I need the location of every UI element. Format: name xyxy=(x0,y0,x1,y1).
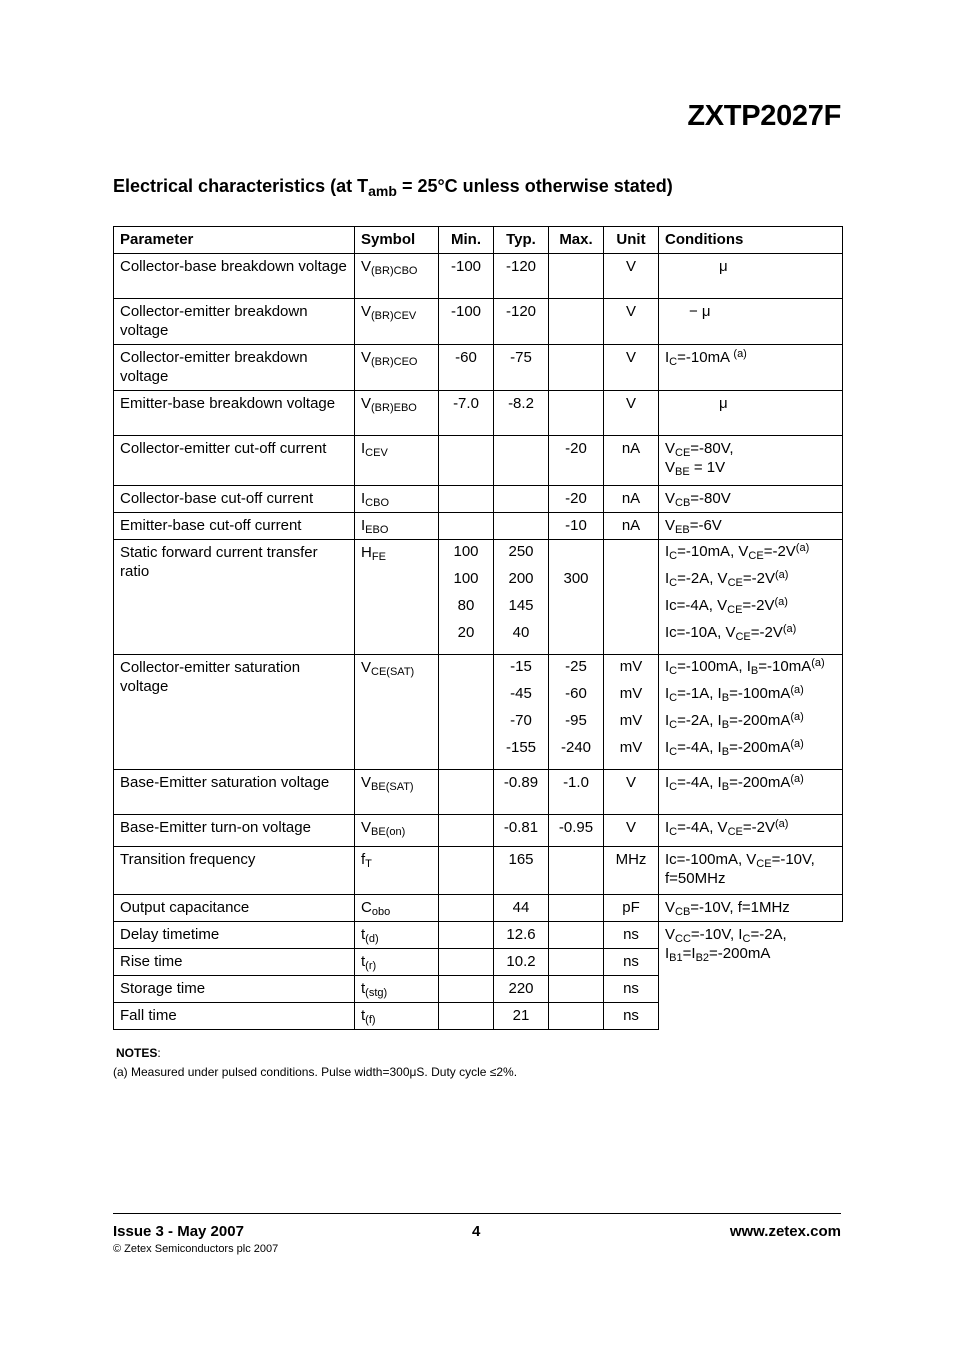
row-min: -60 xyxy=(439,345,494,391)
row-typ: 21 xyxy=(494,1003,549,1030)
table-row xyxy=(114,847,843,895)
table-row xyxy=(114,513,843,540)
row-unit: MHz xyxy=(604,847,659,895)
note-a: (a) Measured under pulsed conditions. Pulse width=300μS. Duty cycle ≤2%. xyxy=(113,1065,518,1079)
row-typ: 250 200 145 40 xyxy=(494,540,549,655)
row-conditions: μ xyxy=(659,391,843,436)
row-max xyxy=(549,1003,604,1030)
row-unit: pF xyxy=(604,895,659,922)
row-unit: ns xyxy=(604,949,659,976)
row-unit: V xyxy=(604,345,659,391)
row-max xyxy=(549,976,604,1003)
row-unit: ns xyxy=(604,922,659,949)
row-min xyxy=(439,949,494,976)
row-typ: -15 -45 -70 -155 xyxy=(494,655,549,770)
row-symbol: $V_{BE(on)}$ xyxy=(355,815,439,847)
table-row xyxy=(114,895,843,922)
row-max xyxy=(549,391,604,436)
row-typ: 220 xyxy=(494,976,549,1003)
row-typ: -120 xyxy=(494,254,549,299)
row-conditions: $I_C=-4A$, $V_{CE}=-2V^{(a)}$ xyxy=(659,815,843,847)
row-max xyxy=(549,847,604,895)
row-conditions: μ xyxy=(659,254,843,299)
row-unit: ns xyxy=(604,976,659,1003)
row-typ: 165 xyxy=(494,847,549,895)
row-typ xyxy=(494,436,549,486)
row-parameter: Transition frequency xyxy=(114,847,355,895)
table-row xyxy=(114,299,843,345)
row-min xyxy=(439,436,494,486)
header-min: Min. xyxy=(439,227,494,254)
row-symbol: $V_{BE(SAT)}$ xyxy=(355,770,439,815)
row-typ: -0.89 xyxy=(494,770,549,815)
row-conditions: $V_{EB}=-6V$ xyxy=(659,513,843,540)
row-max: -10 xyxy=(549,513,604,540)
row-unit: V xyxy=(604,770,659,815)
row-parameter: Collector-emitter saturation voltage xyxy=(114,655,355,770)
row-symbol: $V_{CE(SAT)}$ xyxy=(355,655,439,770)
row-typ: -75 xyxy=(494,345,549,391)
footer-rule xyxy=(113,1213,841,1214)
table-row xyxy=(114,391,843,436)
row-symbol: $H_{FE}$ xyxy=(355,540,439,655)
row-symbol: $t_{(r)}$ xyxy=(355,949,439,976)
row-max xyxy=(549,922,604,949)
row-parameter: Collector-base cut-off current xyxy=(114,486,355,513)
row-parameter: Delay timetime xyxy=(114,922,355,949)
row-unit: ns xyxy=(604,1003,659,1030)
row-typ: 12.6 xyxy=(494,922,549,949)
row-unit: V xyxy=(604,391,659,436)
row-max xyxy=(549,254,604,299)
row-conditions: $V_{CB}=-10V$, f=1MHz xyxy=(659,895,843,922)
row-conditions: − μ xyxy=(659,299,843,345)
footer-issue: Issue 3 - May 2007 xyxy=(113,1223,244,1240)
row-max: -20 xyxy=(549,436,604,486)
footer-url: www.zetex.com xyxy=(729,1223,841,1240)
row-parameter: Rise time xyxy=(114,949,355,976)
row-unit xyxy=(604,540,659,655)
row-min xyxy=(439,770,494,815)
header-parameter: Parameter xyxy=(114,227,355,254)
row-parameter: Collector-base breakdown voltage xyxy=(114,254,355,299)
row-symbol: $V_{(BR)EBO}$ xyxy=(355,391,439,436)
row-min xyxy=(439,815,494,847)
row-typ: -0.81 xyxy=(494,815,549,847)
row-parameter: Storage time xyxy=(114,976,355,1003)
notes xyxy=(113,1046,517,1079)
row-min xyxy=(439,895,494,922)
header-conditions: Conditions xyxy=(659,227,843,254)
row-min: -100 xyxy=(439,299,494,345)
row-min: -100 xyxy=(439,254,494,299)
row-min xyxy=(439,486,494,513)
row-min: -7.0 xyxy=(439,391,494,436)
row-unit: V xyxy=(604,815,659,847)
row-conditions: $V_{CE}=-80V$, $V_{BE} = 1V$ xyxy=(659,436,843,486)
row-parameter: Base-Emitter turn-on voltage xyxy=(114,815,355,847)
section-title: Electrical characteristics (at $T_{amb} = 25^\circ C$ unless otherwise stated) xyxy=(113,176,673,199)
table-row xyxy=(114,254,843,299)
row-max: -0.95 xyxy=(549,815,604,847)
row-max xyxy=(549,299,604,345)
row-unit: V xyxy=(604,254,659,299)
row-max: -25 -60 -95 -240 xyxy=(549,655,604,770)
notes-heading: NOTES: xyxy=(116,1046,161,1060)
row-min xyxy=(439,513,494,540)
row-max xyxy=(549,949,604,976)
table-row xyxy=(114,922,843,949)
row-min xyxy=(439,922,494,949)
row-unit: mV mV mV mV xyxy=(604,655,659,770)
table-header-row xyxy=(114,227,843,254)
row-symbol: $V_{(BR)CBO}$ xyxy=(355,254,439,299)
row-unit: nA xyxy=(604,513,659,540)
table-row-hfe xyxy=(114,540,843,655)
row-min: 100 100 80 20 xyxy=(439,540,494,655)
row-symbol: $f_T$ xyxy=(355,847,439,895)
row-min xyxy=(439,847,494,895)
part-number: ZXTP2027F xyxy=(687,100,841,132)
header-typ: Typ. xyxy=(494,227,549,254)
table-row xyxy=(114,770,843,815)
table-row xyxy=(114,345,843,391)
row-symbol: $C_{obo}$ xyxy=(355,895,439,922)
row-parameter: Output capacitance xyxy=(114,895,355,922)
row-typ xyxy=(494,513,549,540)
row-parameter: Emitter-base cut-off current xyxy=(114,513,355,540)
row-max xyxy=(549,345,604,391)
header-unit: Unit xyxy=(604,227,659,254)
row-symbol: $I_{CEV}$ xyxy=(355,436,439,486)
row-min xyxy=(439,655,494,770)
header-max: Max. xyxy=(549,227,604,254)
row-unit: nA xyxy=(604,436,659,486)
row-symbol: $t_{(d)}$ xyxy=(355,922,439,949)
row-parameter: Base-Emitter saturation voltage xyxy=(114,770,355,815)
row-symbol: $t_{(f)}$ xyxy=(355,1003,439,1030)
row-unit: nA xyxy=(604,486,659,513)
table-row xyxy=(114,815,843,847)
row-symbol: $V_{(BR)CEO}$ xyxy=(355,345,439,391)
electrical-characteristics-table xyxy=(113,226,843,1030)
row-min xyxy=(439,1003,494,1030)
row-parameter: Static forward current transfer ratio xyxy=(114,540,355,655)
row-conditions-switching: $V_{CC}=-10V$, $I_C=-2A$, $I_{B1}=I_{B2}=-200mA$ xyxy=(659,922,843,1030)
row-conditions: $I_C=-100mA$, $I_B=-10mA^{(a)}$ $I_C=-1A$, $I_B=-100mA^{(a)}$ $I_C=-2A$, $I_B=-200mA^{(a)}$ $I_C=-4A$, $I_B=-200mA^{(a)}$ xyxy=(659,655,843,770)
row-unit: V xyxy=(604,299,659,345)
header-symbol: Symbol xyxy=(355,227,439,254)
row-typ: -8.2 xyxy=(494,391,549,436)
row-max: -20 xyxy=(549,486,604,513)
row-symbol: $t_{(stg)}$ xyxy=(355,976,439,1003)
row-symbol: $I_{EBO}$ xyxy=(355,513,439,540)
row-typ: 10.2 xyxy=(494,949,549,976)
row-min xyxy=(439,976,494,1003)
row-max: 300 xyxy=(549,540,604,655)
footer-copyright: © Zetex Semiconductors plc 2007 xyxy=(113,1243,279,1255)
row-typ: -120 xyxy=(494,299,549,345)
table-row xyxy=(114,486,843,513)
row-conditions: $I_C=-10mA$ $^{(a)}$ xyxy=(659,345,843,391)
row-typ xyxy=(494,486,549,513)
row-conditions: $V_{CB}=-80V$ xyxy=(659,486,843,513)
page-number: 4 xyxy=(472,1223,481,1240)
row-parameter: Emitter-base breakdown voltage xyxy=(114,391,355,436)
table-row-vcesat xyxy=(114,655,843,770)
row-parameter: Collector-emitter cut-off current xyxy=(114,436,355,486)
row-max: -1.0 xyxy=(549,770,604,815)
row-parameter: Collector-emitter breakdown voltage xyxy=(114,299,355,345)
row-max xyxy=(549,895,604,922)
row-typ: 44 xyxy=(494,895,549,922)
row-conditions: $I_C=-4A$, $I_B=-200mA^{(a)}$ xyxy=(659,770,843,815)
row-parameter: Collector-emitter breakdown voltage xyxy=(114,345,355,391)
row-conditions: $I_C=-10mA$, $V_{CE}=-2V^{(a)}$ $I_C=-2A$, $V_{CE}=-2V^{(a)}$ Ic=-4A, $V_{CE}=-2V^{(a)}$ Ic=-10A, $V_{CE}=-2V^{(a)}$ xyxy=(659,540,843,655)
row-symbol: $V_{(BR)CEV}$ xyxy=(355,299,439,345)
row-symbol: $I_{CBO}$ xyxy=(355,486,439,513)
table-row xyxy=(114,436,843,486)
row-parameter: Fall time xyxy=(114,1003,355,1030)
row-conditions: Ic=-100mA, $V_{CE}=-10V$, f=50MHz xyxy=(659,847,843,895)
